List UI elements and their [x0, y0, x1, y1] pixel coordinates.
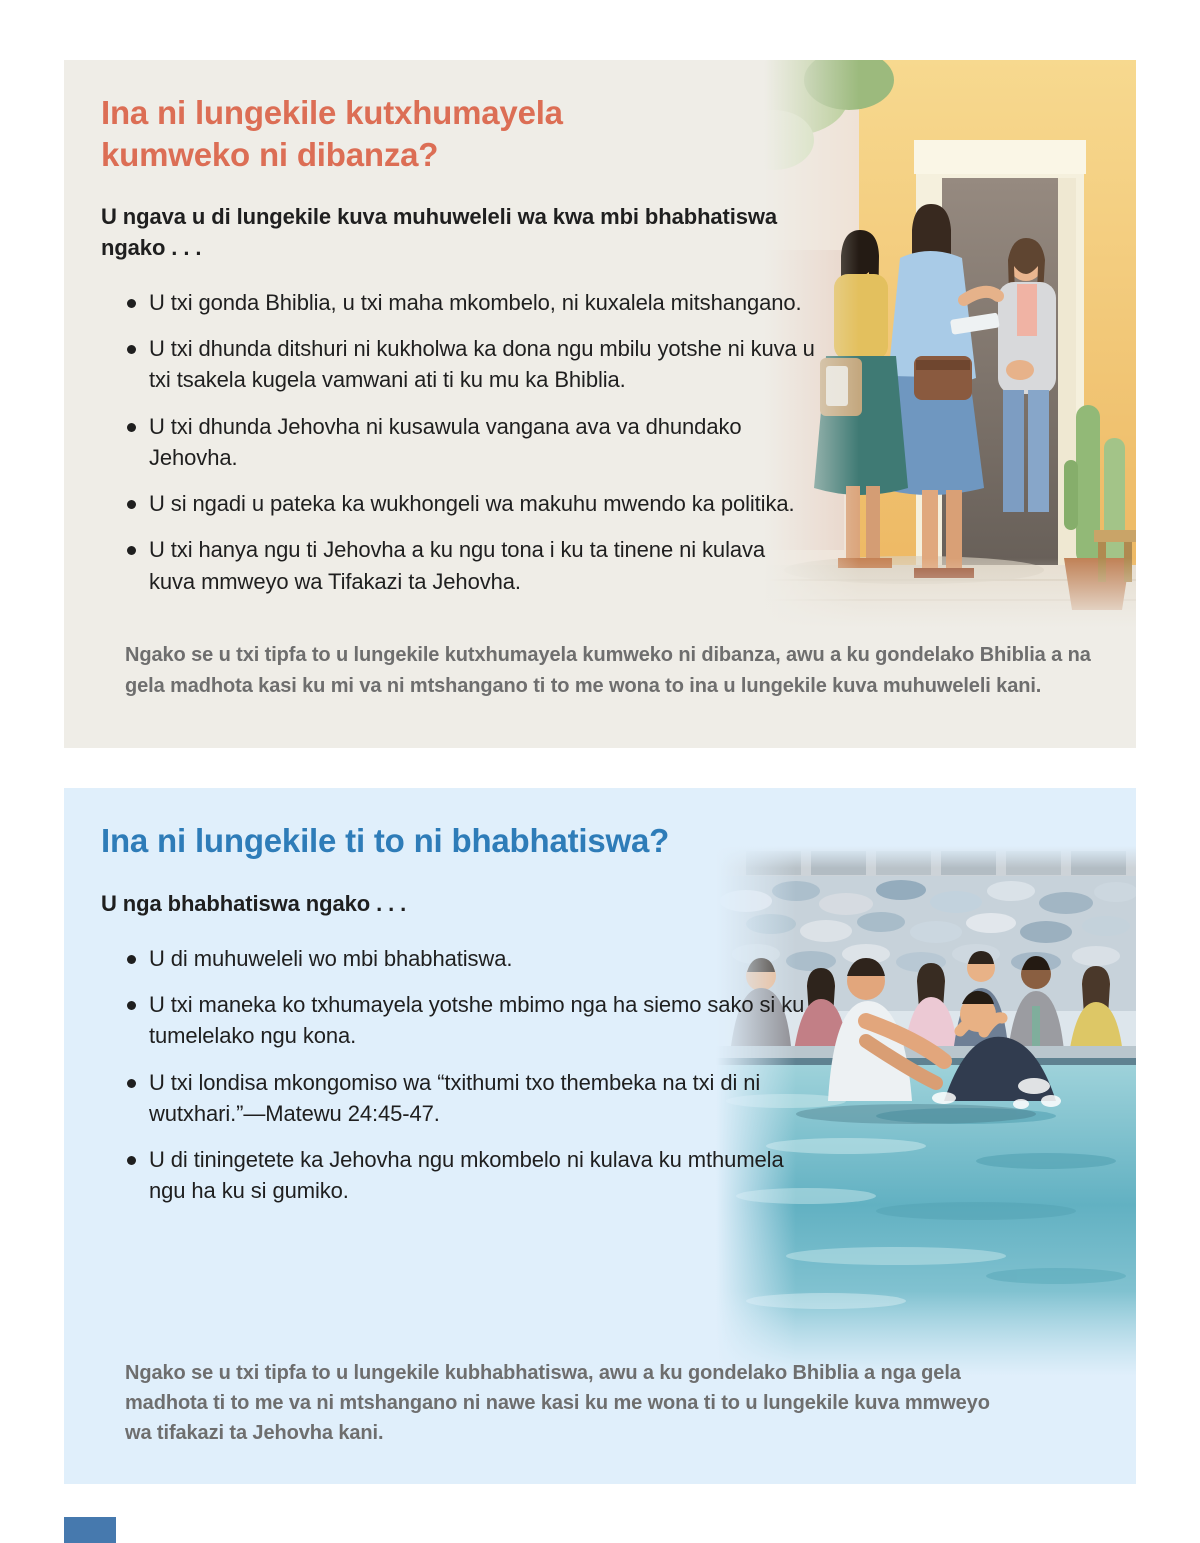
bullet-icon: [127, 1156, 136, 1165]
bullet-icon: [127, 423, 136, 432]
bullet-icon: [127, 500, 136, 509]
list-item: [127, 989, 817, 1051]
section1-intro: U ngava u di lungekile kuva muhuweleli wa kwa mbi bhabhatiswa ngako . . .: [101, 204, 778, 260]
bullet-text: U txi gonda Bhiblia, u txi maha mkombelo, ni kuxalela mitshangano.: [149, 289, 802, 315]
section2-footer-note: Ngako se u txi tipfa to u lungekile kubhabhatiswa, awu a ku gondelako Bhiblia a nga gela madhota ti to me va ni mtshangano ni nawe kasi ku me wona ti to u lungekile kuva mmweyo wa tifakazi ta Jehovha kani.: [125, 1362, 990, 1444]
list-item: [127, 1144, 817, 1206]
section2-heading: Ina ni lungekile ti to ni bhabhatiswa?: [101, 822, 670, 859]
section-baptism-qualification: [64, 788, 1136, 1484]
bullet-icon: [127, 546, 136, 555]
bullet-text: U txi maneka ko txhumayela yotshe mbimo nga ha siemo sako si ku tumelelako ngu kona.: [149, 992, 805, 1049]
section2-bullet-list: [101, 943, 817, 1207]
bullet-text: U txi londisa mkongomiso wa “txithumi txo thembeka na txi di ni wutxhari.”—Matewu 24:45-47.: [149, 1069, 761, 1126]
section1-footer-note: Ngako se u txi tipfa to u lungekile kutxhumayela kumweko ni dibanza, awu a ku gondelako Bhiblia a na gela madhota kasi ku mi va ni mtshangano ti to me wona to ina u lungekile kuva muhuweleli kani.: [125, 644, 1091, 697]
section1-heading: Ina ni lungekile kutxhumayela kumweko ni dibanza?: [101, 94, 563, 173]
bullet-text: U txi hanya ngu ti Jehovha a ku ngu tona i ku ta tinene ni kulava kuva mmweyo wa Tifakazi ta Jehovha.: [149, 537, 766, 594]
list-item: [127, 1067, 817, 1129]
bullet-text: U si ngadi u pateka ka wukhongeli wa makuhu mwendo ka politika.: [149, 491, 795, 517]
list-item: [127, 488, 817, 519]
list-item: [127, 411, 817, 473]
section2-intro: U nga bhabhatiswa ngako . . .: [101, 890, 407, 916]
bullet-text: U di muhuweleli wo mbi bhabhatiswa.: [149, 945, 513, 971]
bullet-icon: [127, 955, 136, 964]
bullet-icon: [127, 299, 136, 308]
bullet-text: U txi dhunda ditshuri ni kukholwa ka dona ngu mbilu yotshe ni kuva u txi tsakela kugela vamwani ati ti ku mu ka Bhiblia.: [149, 336, 815, 393]
bullet-text: U di tiningetete ka Jehovha ngu mkombelo ni kulava ku mthumela ngu ha ku si gumiko.: [149, 1147, 784, 1204]
section1-bullet-list: [101, 287, 817, 597]
list-item: [127, 534, 817, 596]
list-item: [127, 333, 817, 395]
list-item: [127, 943, 817, 974]
section-preaching-qualification: [64, 60, 1136, 748]
bullet-icon: [127, 1001, 136, 1010]
bullet-icon: [127, 345, 136, 354]
bullet-text: U txi dhunda Jehovha ni kusawula vangana ava va dhundako Jehovha.: [149, 413, 742, 470]
jw-logo-partial: [64, 1517, 116, 1543]
bullet-icon: [127, 1079, 136, 1088]
list-item: [127, 287, 817, 318]
